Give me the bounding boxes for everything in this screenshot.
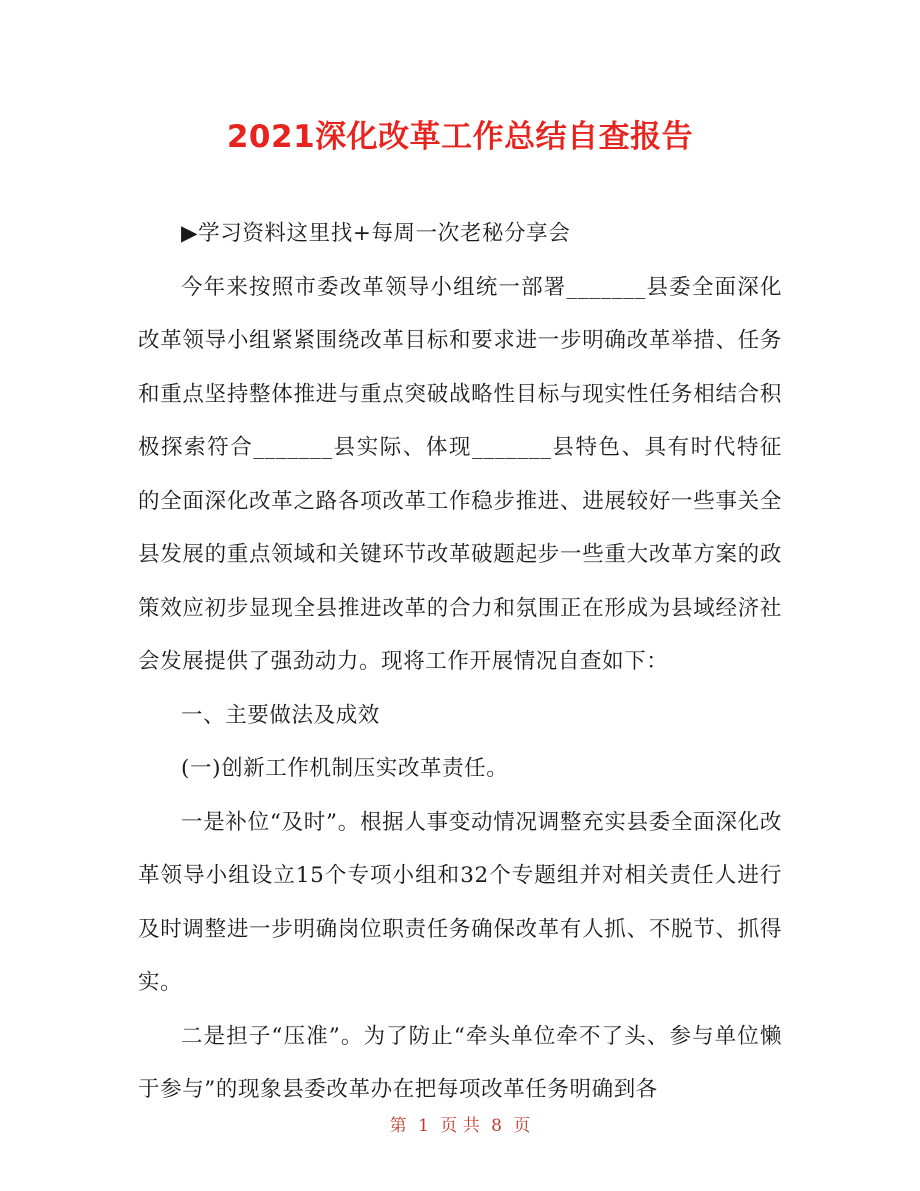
footer-middle: 页 共 — [440, 1116, 480, 1136]
footer-prefix: 第 — [389, 1116, 407, 1136]
paragraph-point-one: 一是补位“及时”。根据人事变动情况调整充实县委全面深化改革领导小组设立15个专项小组和32个专题组并对相关责任人进行及时调整进一步明确岗位职责任务确保改革有人抓、不脱节、抓得实。 — [138, 809, 782, 995]
paragraph-point-two: 二是担子“压准”。为了防止“牵头单位牵不了头、参与单位懒于参与”的现象县委改革办在把每项改革任务明确到各 — [138, 1023, 782, 1102]
footer-current-page: 1 — [418, 1116, 429, 1136]
paragraph-intro: 今年来按照市委改革领导小组统一部署_______县委全面深化改革领导小组紧紧围绕改革目标和要求进一步明确改革举措、任务和重点坚持整体推进与重点突破战略性目标与现实性任务相结合积极探索符合_______县实际、体现_______县特色、具有时代特征的全面深化改革之路各项改革工作稳步推进、进展较好一些事关全县发展的重点领域和关键环节改革破题起步一些重大改革方案的政策效应初步显现全县推进改革的合力和氛围正在形成为县域经济社会发展提供了强劲动力。现将工作开展情况自查如下： — [138, 274, 782, 674]
page-number-footer — [0, 1112, 920, 1140]
document-body — [138, 207, 782, 1117]
footer-total-pages: 8 — [491, 1116, 502, 1136]
footer-suffix: 页 — [513, 1116, 531, 1136]
subsection-heading-mechanism: (一)创新工作机制压实改革责任。 — [181, 756, 509, 781]
section-heading-main-practices: 一、主要做法及成效 — [181, 702, 380, 728]
document-title: 2021深化改革工作总结自查报告 — [226, 119, 694, 155]
paragraph-resource-note: ▶学习资料这里找+每周一次老秘分享会 — [181, 221, 571, 246]
